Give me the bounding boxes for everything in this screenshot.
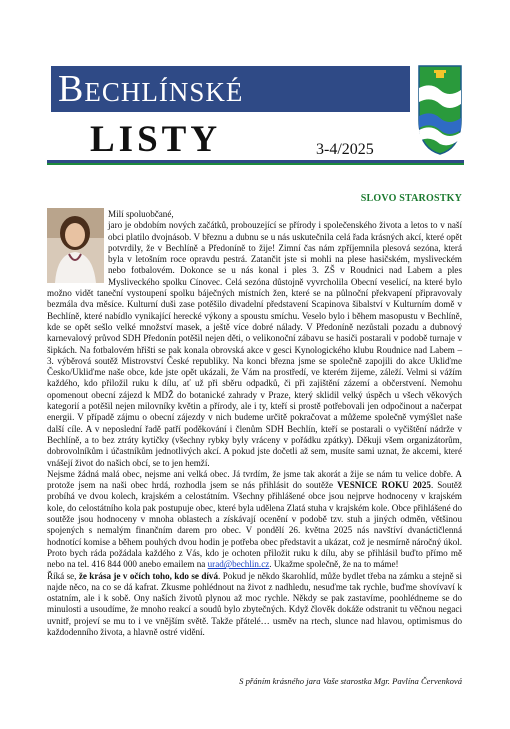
section-title: SLOVO STAROSTKY [360, 193, 462, 204]
portrait-spacer [47, 209, 105, 285]
masthead-title: Bechlínské [58, 68, 244, 110]
article-greeting: Milí spoluobčané, [108, 209, 174, 219]
header-rule-green [47, 163, 464, 165]
article-paragraph-3 [47, 571, 462, 639]
paragraph-2-text-c: . Ukažme společně, že na to máme! [269, 559, 399, 570]
email-link[interactable]: urad@bechlin.cz [207, 559, 270, 570]
contest-name: VESNICE ROKU 2025 [337, 480, 431, 491]
masthead-subtitle: LISTY [90, 119, 222, 160]
paragraph-2-text-b: . Soutěž probíhá ve dvou kolech, krajském a celostátním. Všechny přihlášené obce jsou nejprve hodnoceny v krajském kole, do celostátního kola pak postupuje obec, které byla udělena Zlatá stuha v krajském kole. Obce přihlášené do soutěže jsou hodnoceny v mnoha oblastech a získávají ocenění v podobě tzv. stuh a jiných odměn, většinou spojených s nemalým finančním darem pro obec. V pondělí 26. května 2025 nás navštíví dvanáctičlenná hodnotící komise a během pouhých dvou hodin je potřeba obec představit a ukázat, což je nesmírně náročný úkol. Proto bych ráda požádala každého z Vás, kdo je ochoten přiložit ruku k dílu, aby se přihlásil buďto přímo mě nebo na tel. 416 844 000 anebo emailem na [47, 480, 462, 570]
article-paragraph-2 [47, 469, 462, 571]
paragraph-3-text-a: Říká se, [47, 570, 79, 581]
paragraph-3-emphasis: že krása je v očích toho, kdo se dívá [78, 570, 219, 581]
issue-number: 3-4/2025 [316, 141, 374, 158]
paragraph-2-text-a: Nejsme žádná malá obec, nejsme ani velká obec. Já tvrdím, že jsme tak akorát a žije se nám tu velice dobře. A protože jsem na naši obec hrdá, rozhodla jsem se nás přihlásit do soutěže [47, 468, 462, 491]
article-paragraph-1: jaro je obdobím nových začátků, probouzející se přírody i společenského života a letos to v naší obci platilo dvojnásob. V březnu a dubnu se u nás uskutečnila celá řada krásných akcí, které opět potvrdily, že v Bechlíně a Předonínĕ to žije! Zimní čas nám zpříjemnila plesová sezóna, která byla v letošním roce opravdu pestrá. Zatančit jste si mohli na plese hasičském, mysliveckém nebo fotbalovém. Dokonce se u nás konal i ples 3. ZŠ v Roudnici nad Labem a ples Mysliveckého spolku Cínovec. Celá sezóna důstojně vyvrcholila Obecní veselicí, na které bylo možno vidět taneční vystoupení spolku báječných místních žen, které se na půlnoční překvapení připravovaly bezmála dva měsíce. Kulturní duši zase potěšilo divadelní představení Scapinova šibalství v Kulturním domě v Bechlíně, které nabídlo vynikající herecké výkony a spoustu smíchu. Veselo bylo i během masopustu v Bechlíně, kde se opět sešlo velké množství masek, a ještě více dobré nálady. V Předoníně nezůstali pozadu a dubnový karnevalový průvod SDH Předonín potěšil nejen děti, o velikonoční zábavu se hasiči postarali v podobě turnaje v šipkách. Na fotbalovém hřišti se pak konala obrovská akce v gesci Kynologického klubu Roudnice nad Labem – 3. výběrová soutěž Mistrovství České republiky. Na konci března jsme se společně zapojili do akce Ukliďme Česko/Ukliďme naše obce, kde jste opět ukázali, že Vám na prostředí, ve kterém žijeme, záleží. Velmi si vážím každého, kdo přiložil ruku k dílu, ať už při sběru odpadků, či při zajištění zázemí a občerstvení. Nemohu opomenout obecní zájezd k MDŽ do botanické zahrady v Praze, který sklidil velký úspěch u všech věkových kategorií a potěšil nejen milovníky květin a přírody, ale i ty, kteří si prostě potřebovali jen odpočinout a načerpat energii. V případě zájmu o obecní zájezdy v nich budeme určitě pokračovat a můžeme společně vymýšlet naše další cíle. A v neposlední řadě patří poděkování i členům SDH Bechlín, kteří se postarali o vyčištění nádrže v Bechlíně, a to bez ztráty kytičky (všechny rybky byly vráceny v pořádku zpátky). Děkuji všem organizátorům, dobrovolníkům i účastníkům jednotlivých akcí. A pokud jste dočetli až sem, musíte sami uznat, že akcemi, které vnášejí život do našich obcí, se to jen hemží. [47, 220, 462, 468]
paragraph-3-text-b: . Pokud je někdo škarohlíd, může bydlet třeba na zámku a stejně si najde něco, na co se dá kafrat. Zkusme pohlédnout na život z nadhledu, nesuďme tak rychle, buďme shovívaví k ostatním, ale i k sobě. Ony naších životů plynou až moc rychle. Někdy se pak zastavíme, poohlédneme se do minulosti a usoudíme, že mnoho reakcí a soudů bylo zbytečných. Když člověk dokáže odstranit tu věčnou negaci uvnitř, projeví se mu to i ve vnějším světě. Takže přátelé… usměv na rtech, slunce nad hlavou, optimismus do každodenního života, a hlavně ostré vidění. [47, 570, 463, 637]
signoff: S přáním krásného jara Vaše starostka Mgr. Pavlína Červenková [239, 676, 462, 686]
article-body [47, 209, 462, 638]
municipal-coat-of-arms-icon [417, 64, 463, 156]
